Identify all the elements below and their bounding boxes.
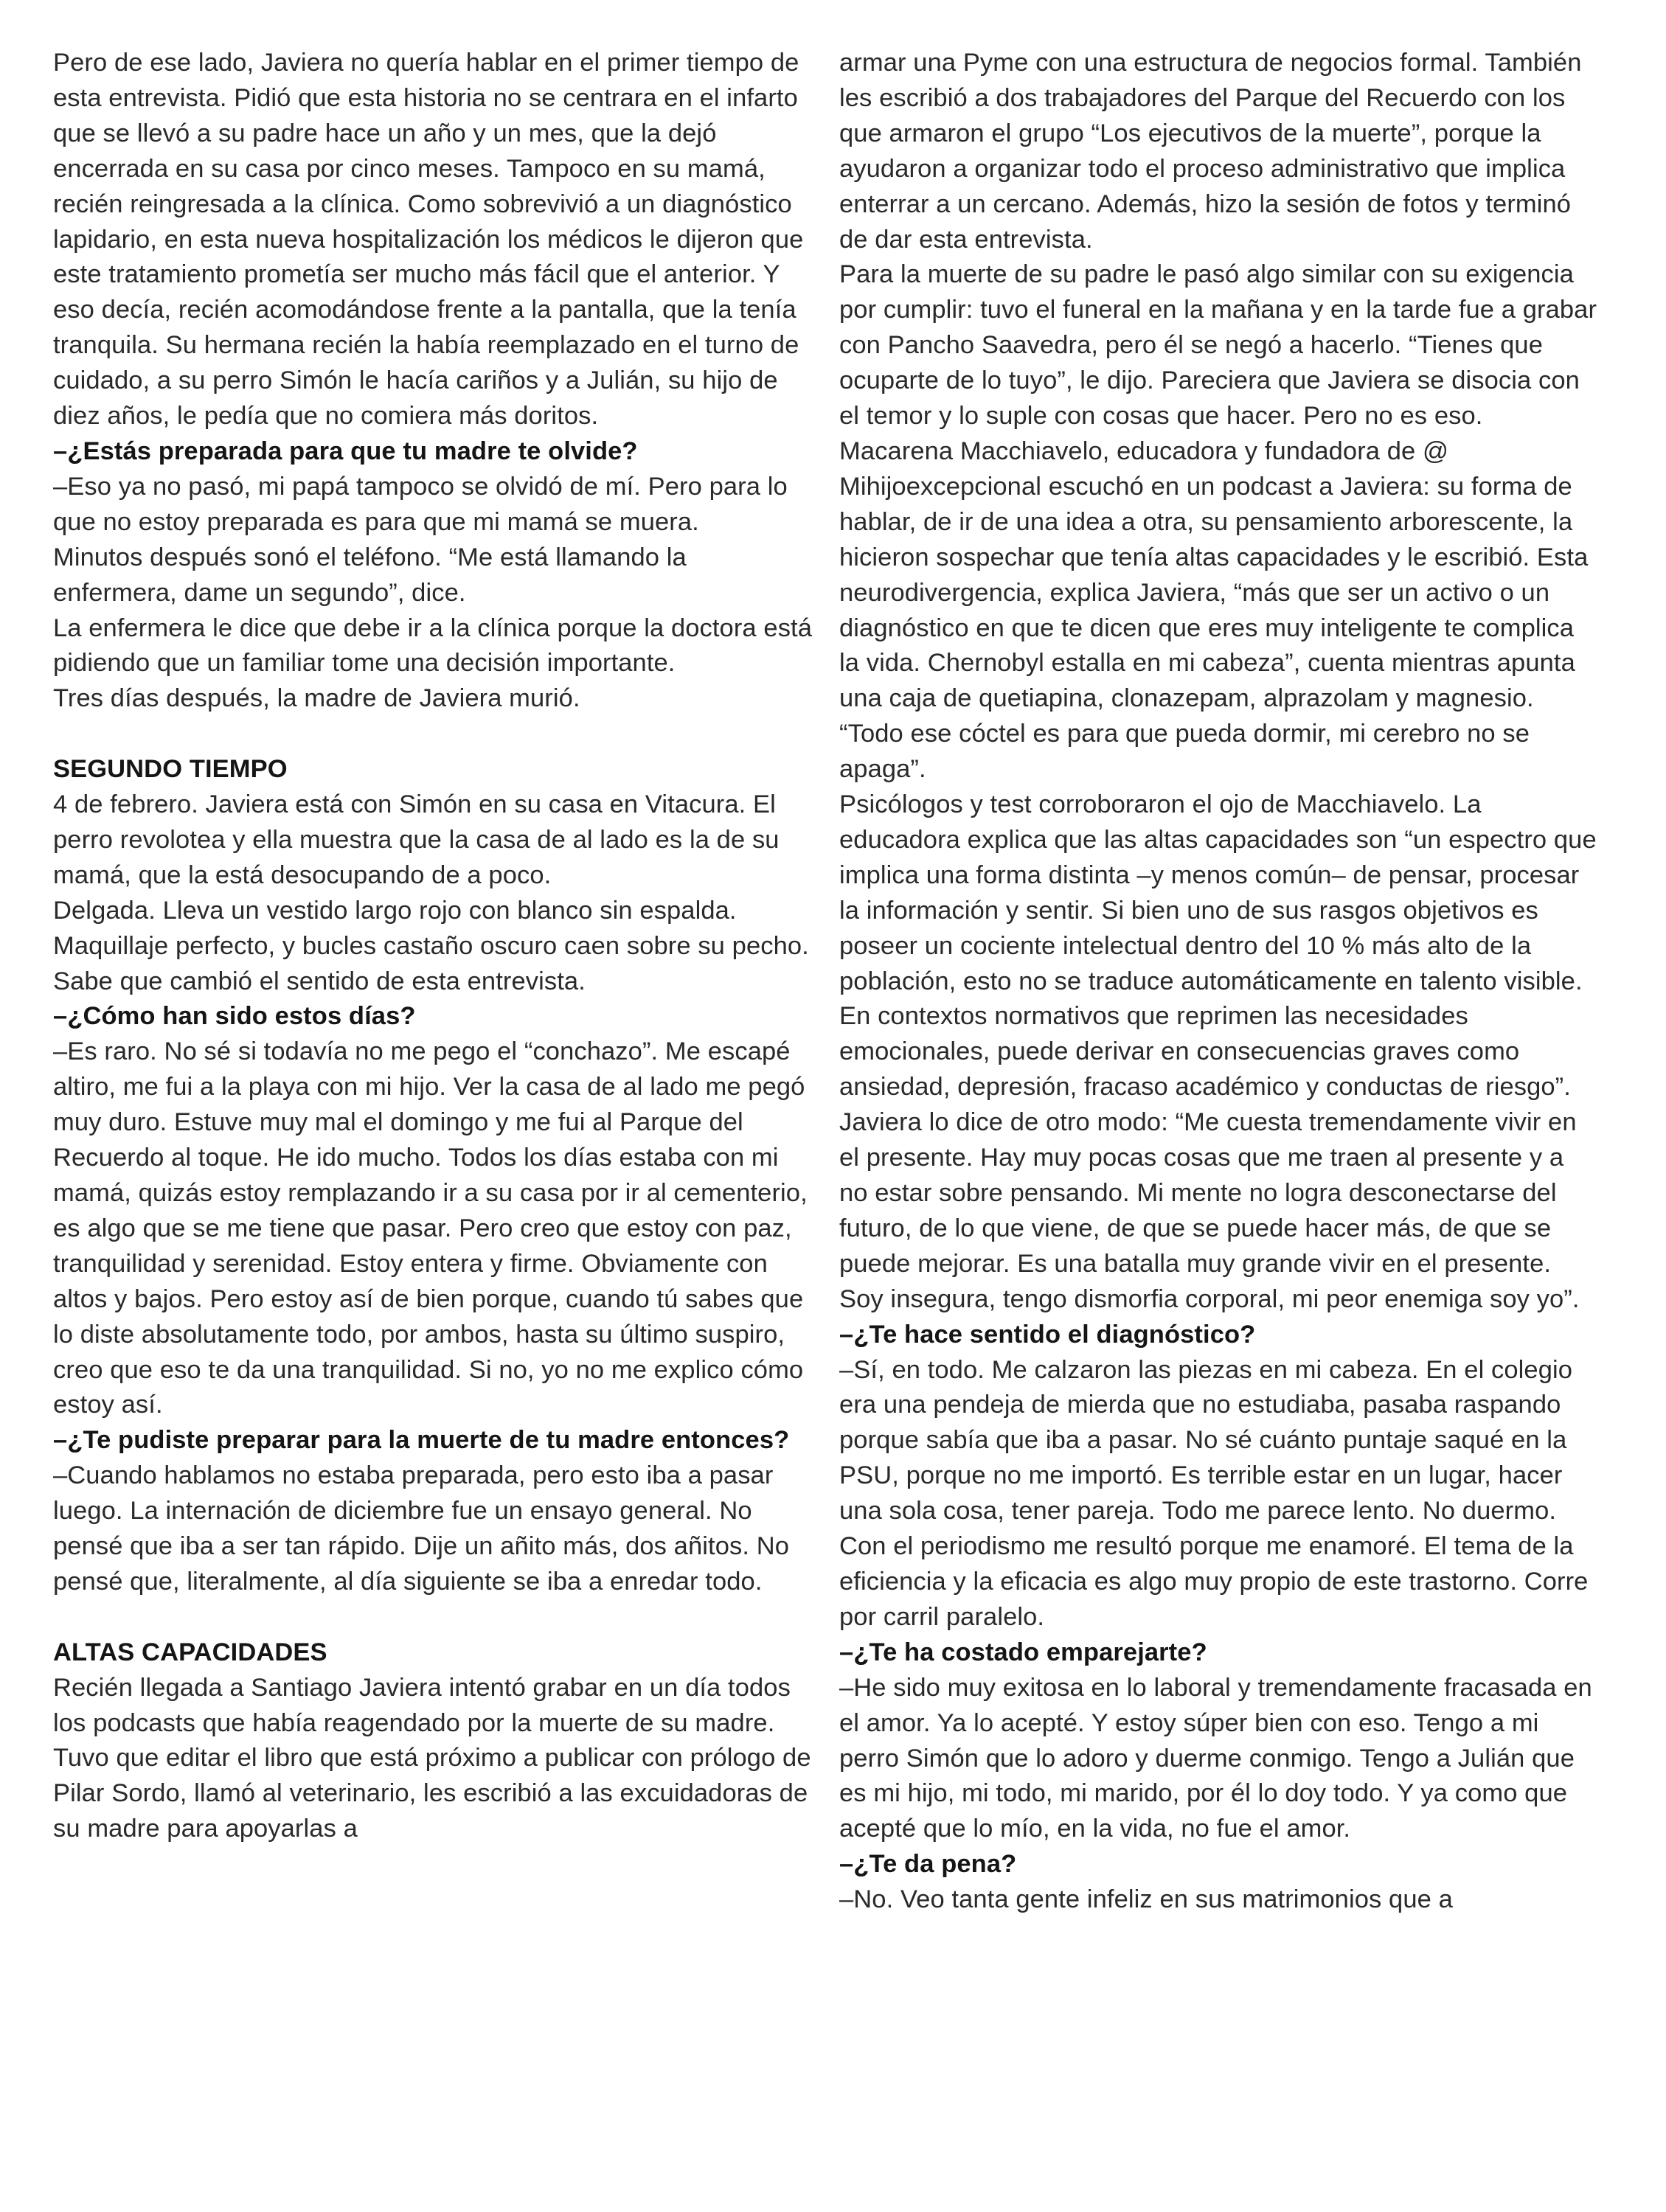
body-paragraph: Minutos después sonó el teléfono. “Me está llamando la enfermera, dame un segundo”, dice.: [53, 543, 687, 607]
interview-question: –¿Te pudiste preparar para la muerte de tu madre entonces?: [53, 1426, 790, 1455]
body-paragraph: Delgada. Lleva un vestido largo rojo con blanco sin espalda. Maquillaje perfecto, y bucles castaño oscuro caen sobre su pecho. Sabe que cambió el sentido de esta entrevista.: [53, 896, 809, 995]
body-paragraph: –Es raro. No sé si todavía no me pego el “conchazo”. Me escapé altiro, me fui a la playa con mi hijo. Ver la casa de al lado me pegó muy duro. Estuve muy mal el domingo y me fui al Parque del Recuerdo al toque. He ido mucho. Todos los días estaba con mi mamá, quizás estoy remplazando ir a su casa por ir al cementerio, es algo que se me tiene que pasar. Pero creo que estoy con paz, tranquilidad y serenidad. Estoy entera y firme. Obviamente con altos y bajos. Pero estoy así de bien porque, cuando tú sabes que lo diste absolutamente todo, por ambos, hasta su último suspiro, creo que eso te da una tranquilidad. Si no, yo no me explico cómo estoy así.: [53, 1037, 808, 1419]
paragraph-spacer: [53, 717, 813, 752]
left-column: [53, 46, 813, 1847]
interview-question: –¿Te da pena?: [839, 1850, 1017, 1879]
body-paragraph: Psicólogos y test corroboraron el ojo de Macchiavelo. La educadora explica que las altas capacidades son “un espectro que implica una forma distinta –y menos común– de pensar, procesar la información y sentir. Si bien uno de sus rasgos objetivos es poseer un cociente intelectual dentro del 10 % más alto de la población, esto no se traduce automáticamente en talento visible. En contextos normativos que reprimen las necesidades emocionales, puede derivar en consecuencias graves como ansiedad, depresión, fracaso académico y conductas de riesgo”.: [839, 790, 1597, 1102]
body-paragraph: Pero de ese lado, Javiera no quería hablar en el primer tiempo de esta entrevista. Pidió que esta historia no se centrara en el infarto que se llevó a su padre hace un año y un mes, que la dejó encerrada en su casa por cinco meses. Tampoco en su mamá, recién reingresada a la clínica. Como sobrevivió a un diagnóstico lapidario, en esta nueva hospitalización los médicos le dijeron que este tratamiento prometía ser mucho más fácil que el anterior. Y eso decía, recién acomodándose frente a la pantalla, que la tenía tranquila. Su hermana recién la había reemplazado en el turno de cuidado, a su perro Simón le hacía cariños y a Julián, su hijo de diez años, le pedía que no comiera más doritos.: [53, 49, 804, 431]
body-paragraph: Para la muerte de su padre le pasó algo similar con su exigencia por cumplir: tuvo el funeral en la mañana y en la tarde fue a grabar con Pancho Saavedra, pero él se negó a hacerlo. “Tienes que ocuparte de lo tuyo”, le dijo. Pareciera que Javiera se disocia con el temor y lo suple con cosas que hacer. Pero no es eso.: [839, 260, 1597, 431]
paragraph-spacer: [53, 1600, 813, 1635]
body-paragraph: –Sí, en todo. Me calzaron las piezas en mi cabeza. En el colegio era una pendeja de mierda que no estudiaba, pasaba raspando porque sabía que iba a pasar. No sé cuánto puntaje saqué en la PSU, porque no me importó. Es terrible estar en un lugar, hacer una sola cosa, tener pareja. Todo me parece lento. No duermo. Con el periodismo me resultó porque me enamoré. El tema de la eficiencia y la eficacia es algo muy propio de este trastorno. Corre por carril paralelo.: [839, 1355, 1589, 1631]
section-heading: SEGUNDO TIEMPO: [53, 755, 288, 784]
body-paragraph: –No. Veo tanta gente infeliz en sus matrimonios que a: [839, 1885, 1453, 1914]
body-paragraph: –Cuando hablamos no estaba preparada, pero esto iba a pasar luego. La internación de diciembre fue un ensayo general. No pensé que iba a ser tan rápido. Dije un añito más, dos añitos. No pensé que, literalmente, al día siguiente se iba a enredar todo.: [53, 1461, 790, 1596]
body-paragraph: Recién llegada a Santiago Javiera intentó grabar en un día todos los podcasts que había reagendado por la muerte de su madre. Tuvo que editar el libro que está próximo a publicar con prólogo de Pilar Sordo, llamó al veterinario, les escribió a las excuidadoras de su madre para apoyarlas a: [53, 1673, 811, 1843]
interview-question: –¿Te hace sentido el diagnóstico?: [839, 1320, 1256, 1349]
body-paragraph: Tres días después, la madre de Javiera murió.: [53, 684, 580, 713]
body-paragraph: –He sido muy exitosa en lo laboral y tremendamente fracasada en el amor. Ya lo acepté. Y estoy súper bien con eso. Tengo a mi perro Simón que lo adoro y duerme conmigo. Tengo a Julián que es mi hijo, mi todo, mi marido, por él lo doy todo. Y ya como que acepté que lo mío, en la vida, no fue el amor.: [839, 1673, 1592, 1843]
body-paragraph: –Eso ya no pasó, mi papá tampoco se olvidó de mí. Pero para lo que no estoy preparada es para que mi mamá se muera.: [53, 472, 788, 536]
right-column: [839, 46, 1599, 1918]
body-paragraph: armar una Pyme con una estructura de negocios formal. También les escribió a dos trabajadores del Parque del Recuerdo con los que armaron el grupo “Los ejecutivos de la muerte”, porque la ayudaron a organizar todo el proceso administrativo que implica enterrar a un cercano. Además, hizo la sesión de fotos y terminó de dar esta entrevista.: [839, 49, 1582, 254]
body-paragraph: Macarena Macchiavelo, educadora y fundadora de @ Mihijoexcepcional escuchó en un podcast a Javiera: su forma de hablar, de ir de una idea a otra, su pensamiento arborescente, la hicieron sospechar que tenía altas capacidades y le escribió. Esta neurodivergencia, explica Javiera, “más que ser un activo o un diagnóstico en que te dicen que eres muy inteligente te complica la vida. Chernobyl estalla en mi cabeza”, cuenta mientras apunta una caja de quetiapina, clonazepam, alprazolam y magnesio. “Todo ese cóctel es para que pueda dormir, mi cerebro no se apaga”.: [839, 437, 1589, 784]
interview-question: –¿Te ha costado emparejarte?: [839, 1638, 1207, 1666]
interview-question: –¿Estás preparada para que tu madre te olvide?: [53, 437, 638, 465]
body-paragraph: Javiera lo dice de otro modo: “Me cuesta tremendamente vivir en el presente. Hay muy pocas cosas que me traen al presente y a no estar sobre pensando. Mi mente no logra desconectarse del futuro, de lo que viene, de que se puede hacer más, de que se puede mejorar. Es una batalla muy grande vivir en el presente. Soy insegura, tengo dismorfia corporal, mi peor enemiga soy yo”.: [839, 1108, 1580, 1313]
body-paragraph: La enfermera le dice que debe ir a la clínica porque la doctora está pidiendo que un familiar tome una decisión importante.: [53, 613, 813, 678]
section-heading: ALTAS CAPACIDADES: [53, 1638, 327, 1666]
body-paragraph: 4 de febrero. Javiera está con Simón en su casa en Vitacura. El perro revolotea y ella muestra que la casa de al lado es la de su mamá, que la está desocupando de a poco.: [53, 790, 780, 889]
interview-question: –¿Cómo han sido estos días?: [53, 1002, 416, 1031]
